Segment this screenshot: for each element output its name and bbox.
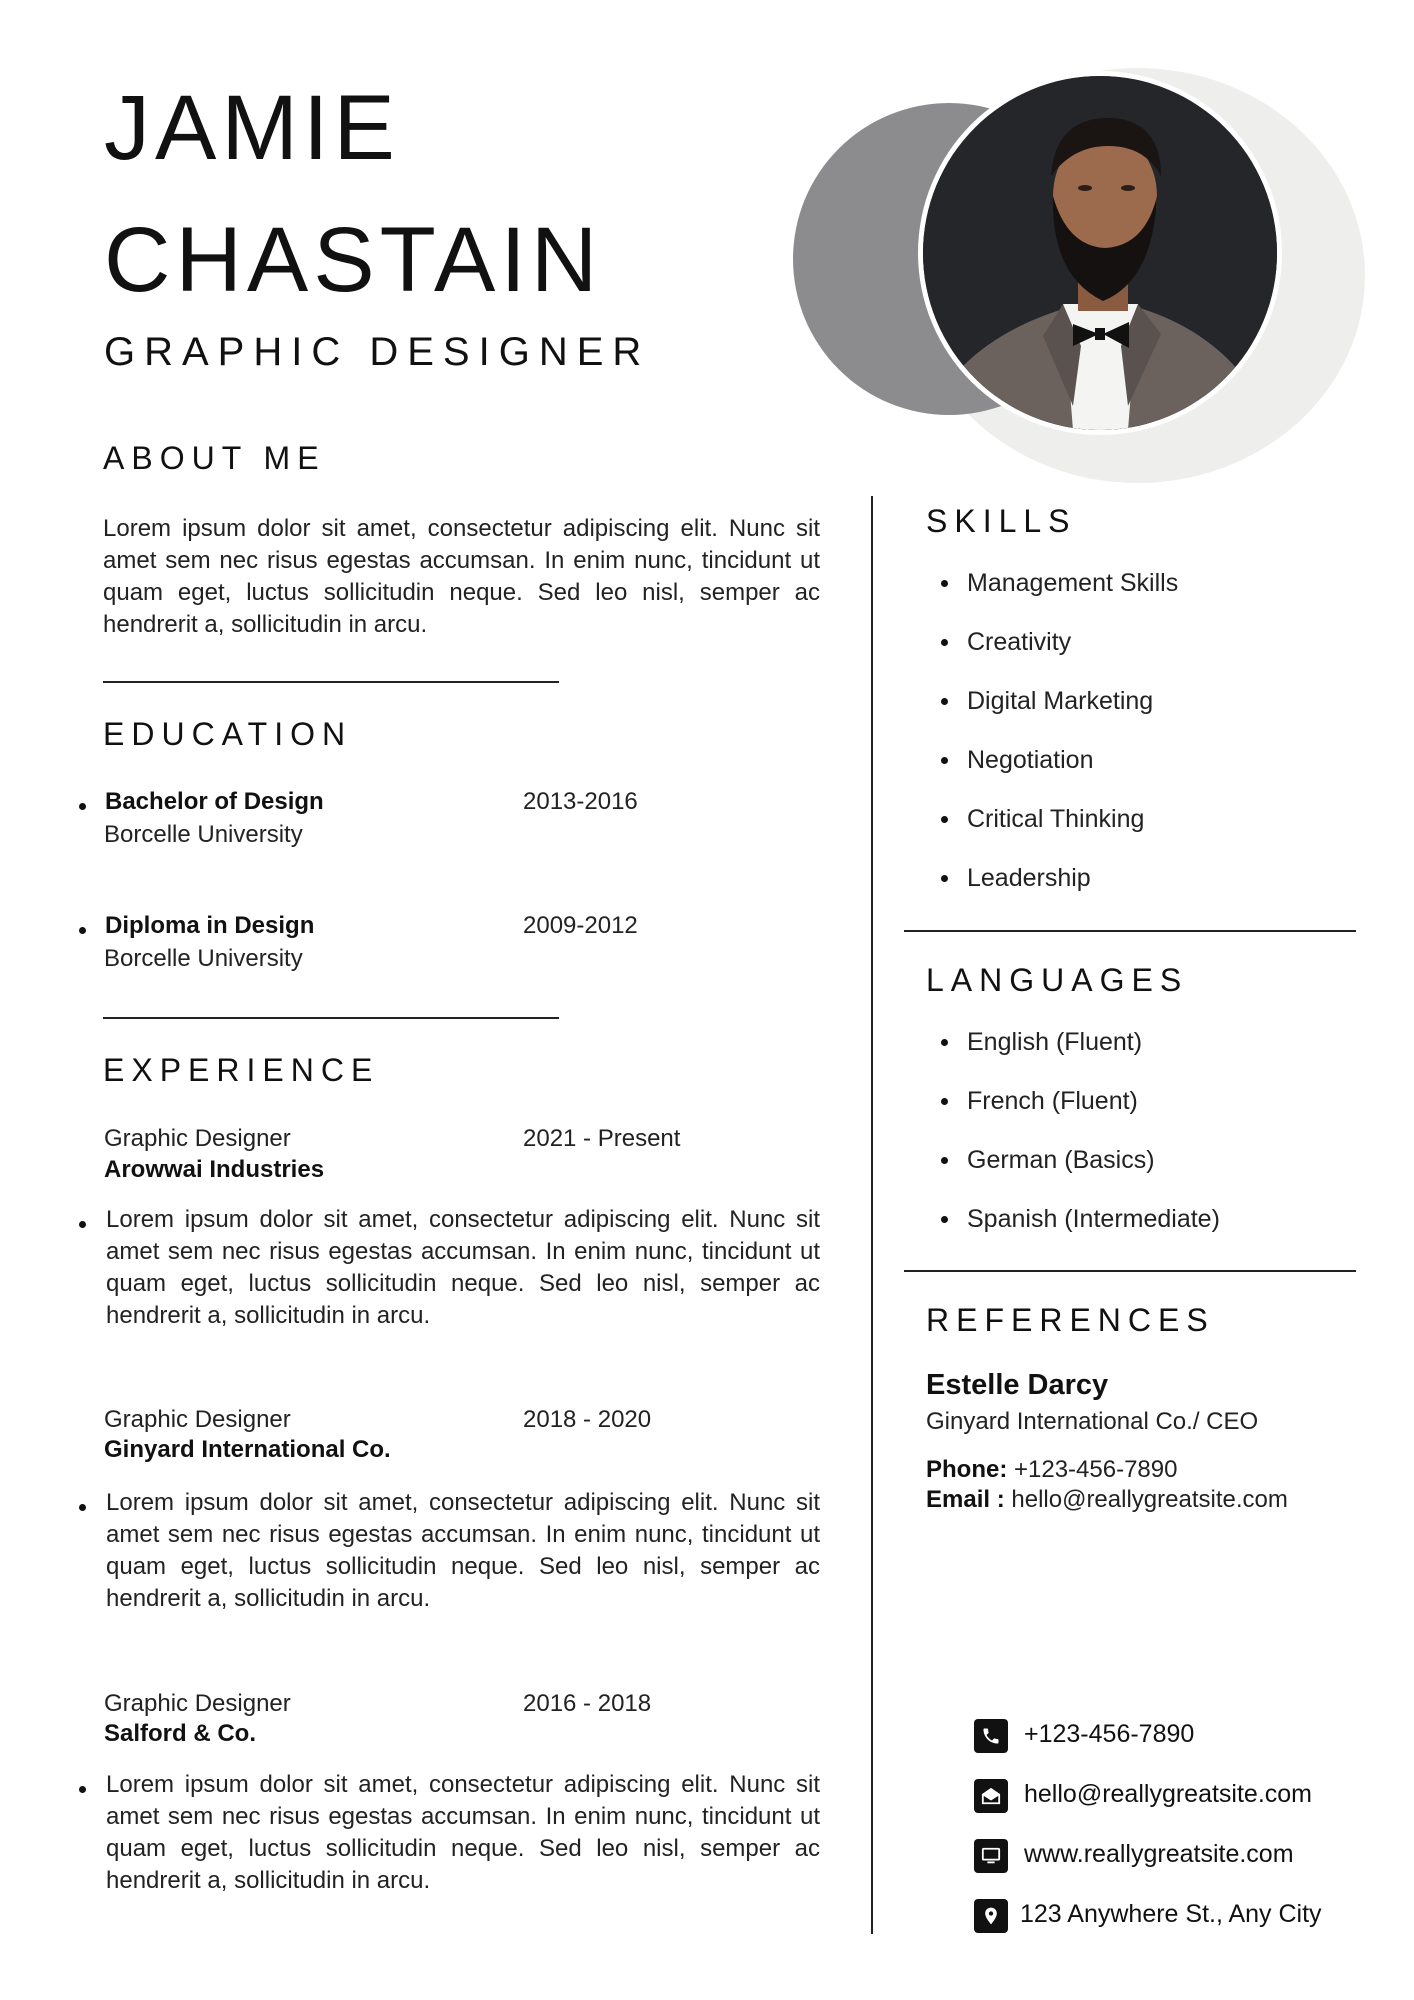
education-school: Borcelle University [104, 945, 303, 972]
about-text: Lorem ipsum dolor sit amet, consectetur adipiscing elit. Nunc sit amet sem nec risus egestas accumsan. In enim nunc, tincidunt ut quam eget, luctus sollicitudin neque. Sed leo nisl, semper ac hendrerit a, sollicitudin in arcu. [103, 515, 820, 638]
first-name: JAMIE [104, 77, 400, 179]
skills-list [927, 567, 1347, 921]
language-item: German (Basics) [927, 1144, 1347, 1203]
experience-role: Graphic Designer [104, 1690, 291, 1717]
full-name [104, 62, 602, 326]
bullet [79, 1221, 86, 1228]
experience-role: Graphic Designer [104, 1406, 291, 1433]
languages-heading: LANGUAGES [926, 962, 1189, 998]
reference-phone [926, 1456, 1177, 1484]
language-item: French (Fluent) [927, 1085, 1347, 1144]
education-degree: Bachelor of Design [105, 788, 324, 815]
reference-email-value: hello@reallygreatsite.com [1004, 1486, 1288, 1513]
language-item: Spanish (Intermediate) [927, 1203, 1347, 1262]
experience-description: Lorem ipsum dolor sit amet, consectetur adipiscing elit. Nunc sit amet sem nec risus egestas accumsan. In enim nunc, tincidunt ut quam eget, luctus sollicitudin neque. Sed leo nisl, semper ac hendrerit a, sollicitudin in arcu. [106, 1771, 820, 1894]
references-heading: REFERENCES [926, 1302, 1215, 1338]
column-divider [871, 496, 873, 1934]
envelope-icon [974, 1779, 1008, 1813]
experience-company: Salford & Co. [104, 1720, 257, 1747]
reference-phone-label: Phone: [926, 1456, 1008, 1483]
languages-list [927, 1026, 1347, 1262]
reference-name: Estelle Darcy [926, 1369, 1109, 1401]
bullet [79, 1786, 86, 1793]
contact-phone[interactable]: +123-456-7890 [1024, 1720, 1195, 1748]
language-item: English (Fluent) [927, 1026, 1347, 1085]
skill-item: Creativity [927, 626, 1347, 685]
phone-icon [974, 1719, 1008, 1753]
location-pin-icon [974, 1899, 1008, 1933]
last-name: CHASTAIN [104, 209, 603, 311]
experience-description: Lorem ipsum dolor sit amet, consectetur adipiscing elit. Nunc sit amet sem nec risus egestas accumsan. In enim nunc, tincidunt ut quam eget, luctus sollicitudin neque. Sed leo nisl, semper ac hendrerit a, sollicitudin in arcu. [106, 1206, 820, 1329]
skill-item: Leadership [927, 862, 1347, 921]
experience-role: Graphic Designer [104, 1125, 291, 1152]
divider [904, 930, 1356, 932]
contact-email[interactable]: hello@reallygreatsite.com [1024, 1780, 1313, 1808]
skill-item: Digital Marketing [927, 685, 1347, 744]
job-title: GRAPHIC DESIGNER [104, 330, 651, 374]
skill-item: Negotiation [927, 744, 1347, 803]
bullet [79, 803, 86, 810]
reference-email-label: Email : [926, 1486, 1005, 1513]
bullet [79, 1504, 86, 1511]
about-heading: ABOUT ME [103, 440, 326, 476]
reference-role: Ginyard International Co./ CEO [926, 1408, 1259, 1435]
education-degree: Diploma in Design [105, 912, 315, 939]
monitor-icon [974, 1839, 1008, 1873]
bullet [79, 927, 86, 934]
experience-company: Arowwai Industries [104, 1156, 325, 1183]
experience-years: 2021 - Present [523, 1125, 681, 1152]
experience-years: 2016 - 2018 [523, 1690, 652, 1717]
contact-address: 123 Anywhere St., Any City [1020, 1900, 1322, 1928]
contact-website[interactable]: www.reallygreatsite.com [1024, 1840, 1294, 1868]
education-heading: EDUCATION [103, 716, 353, 752]
divider [103, 1017, 559, 1019]
skill-item: Management Skills [927, 567, 1347, 626]
experience-description: Lorem ipsum dolor sit amet, consectetur adipiscing elit. Nunc sit amet sem nec risus egestas accumsan. In enim nunc, tincidunt ut quam eget, luctus sollicitudin neque. Sed leo nisl, semper ac hendrerit a, sollicitudin in arcu. [106, 1489, 820, 1612]
education-school: Borcelle University [104, 821, 303, 848]
experience-years: 2018 - 2020 [523, 1406, 652, 1433]
reference-email [926, 1486, 1288, 1514]
experience-heading: EXPERIENCE [103, 1052, 380, 1088]
education-years: 2009-2012 [523, 912, 638, 939]
education-years: 2013-2016 [523, 788, 638, 815]
profile-photo [923, 76, 1277, 430]
skill-item: Critical Thinking [927, 803, 1347, 862]
reference-phone-value: +123-456-7890 [1007, 1456, 1178, 1483]
divider [904, 1270, 1356, 1272]
skills-heading: SKILLS [926, 503, 1077, 539]
experience-company: Ginyard International Co. [104, 1436, 391, 1463]
divider [103, 681, 559, 683]
